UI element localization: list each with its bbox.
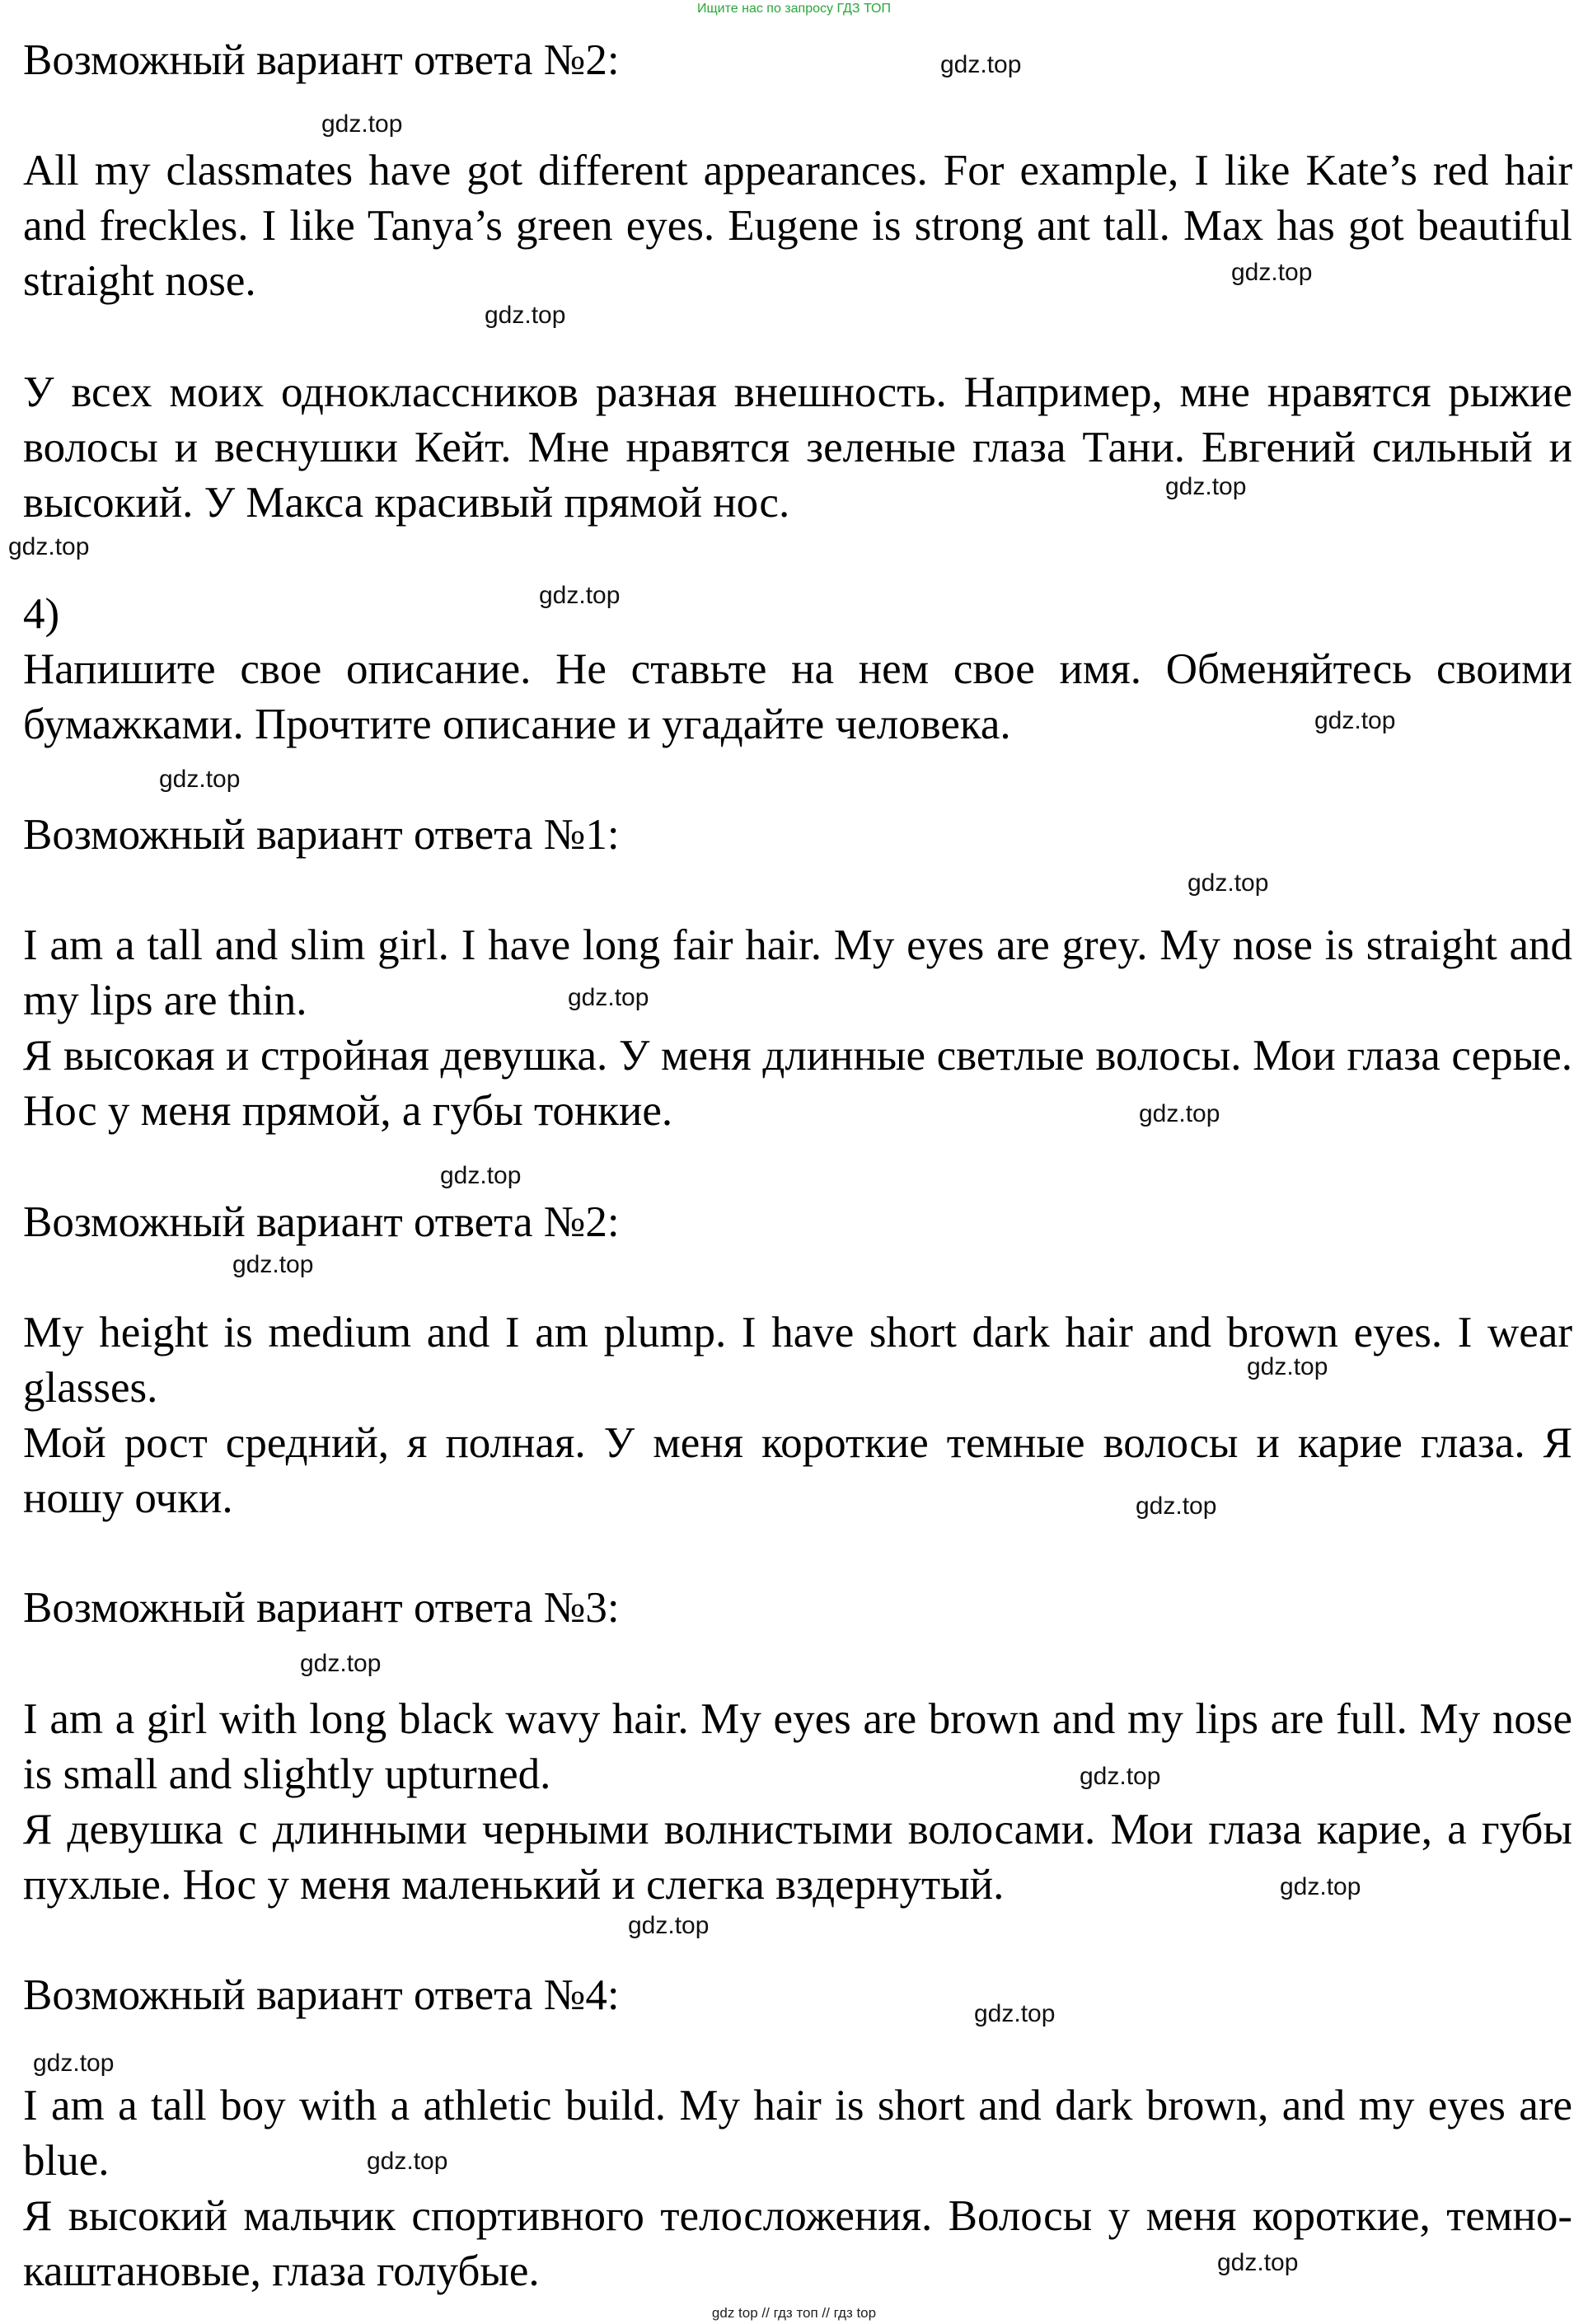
answer-heading: Возможный вариант ответа №2:: [23, 1198, 620, 1246]
watermark: gdz.top: [1247, 1353, 1328, 1380]
russian-paragraph: Я высокая и стройная девушка. У меня длинные светлые волосы. Мои глаза серые. Нос у меня прямой, а губы тонкие.: [23, 1032, 1572, 1135]
watermark: gdz.top: [440, 1162, 522, 1189]
answer-heading: Возможный вариант ответа №4:: [23, 1971, 620, 2019]
english-paragraph: I am a girl with long black wavy hair. My eyes are brown and my lips are full. My nose is small and slightly upturned.: [23, 1695, 1572, 1798]
watermark: gdz.top: [1136, 1492, 1217, 1520]
watermark: gdz.top: [1280, 1873, 1361, 1900]
english-paragraph: I am a tall boy with a athletic build. My hair is short and dark brown, and my eyes are blue.: [23, 2082, 1572, 2185]
task-number: 4): [23, 590, 60, 638]
watermark: gdz.top: [300, 1650, 382, 1677]
watermark: gdz.top: [974, 2000, 1056, 2027]
watermark: gdz.top: [485, 302, 566, 329]
english-paragraph: All my classmates have got different appearances. For example, I like Kate’s red hair and freckles. I like Tanya’s green eyes. Eugene is strong ant tall. Max has got beautiful straight nose.: [23, 147, 1572, 305]
watermark: gdz.top: [367, 2148, 448, 2175]
answer-heading: Возможный вариант ответа №3:: [23, 1584, 620, 1632]
watermark: gdz.top: [1231, 259, 1313, 286]
top-banner: Ищите нас по запросу ГДЗ ТОП: [697, 2, 891, 16]
watermark: gdz.top: [940, 51, 1022, 78]
watermark: gdz.top: [1139, 1100, 1220, 1127]
answer-heading: Возможный вариант ответа №2:: [23, 36, 620, 84]
watermark: gdz.top: [8, 533, 90, 560]
watermark: gdz.top: [1080, 1763, 1161, 1790]
watermark: gdz.top: [33, 2050, 115, 2077]
watermark: gdz.top: [1165, 473, 1247, 500]
watermark: gdz.top: [539, 582, 621, 609]
watermark: gdz.top: [1187, 869, 1269, 897]
watermark: gdz.top: [628, 1912, 710, 1939]
russian-paragraph: Я высокий мальчик спортивного телосложения. Волосы у меня короткие, темно-каштановые, глаза голубые.: [23, 2192, 1572, 2295]
russian-paragraph: Я девушка с длинными черными волнистыми волосами. Мои глаза карие, а губы пухлые. Нос у меня маленький и слегка вздернутый.: [23, 1806, 1572, 1909]
english-paragraph: My height is medium and I am plump. I have short dark hair and brown eyes. I wear glasses.: [23, 1309, 1572, 1412]
watermark: gdz.top: [1217, 2249, 1299, 2276]
watermark: gdz.top: [232, 1251, 314, 1278]
watermark: gdz.top: [1314, 707, 1396, 734]
task-instruction: Напишите свое описание. Не ставьте на нем свое имя. Обменяйтесь своими бумажками. Прочтите описание и угадайте человека.: [23, 645, 1572, 748]
english-paragraph: I am a tall and slim girl. I have long fair hair. My eyes are grey. My nose is straight and my lips are thin.: [23, 921, 1572, 1024]
russian-paragraph: Мой рост средний, я полная. У меня короткие темные волосы и карие глаза. Я ношу очки.: [23, 1419, 1572, 1522]
watermark: gdz.top: [159, 766, 241, 793]
answer-heading: Возможный вариант ответа №1:: [23, 811, 620, 859]
russian-paragraph: У всех моих одноклассников разная внешность. Например, мне нравятся рыжие волосы и веснушки Кейт. Мне нравятся зеленые глаза Тани. Евгений сильный и высокий. У Макса красивый прямой нос.: [23, 368, 1572, 527]
bottom-banner: gdz top // гдз топ // гдз top: [711, 2305, 877, 2321]
watermark: gdz.top: [321, 110, 403, 138]
watermark: gdz.top: [568, 984, 649, 1011]
